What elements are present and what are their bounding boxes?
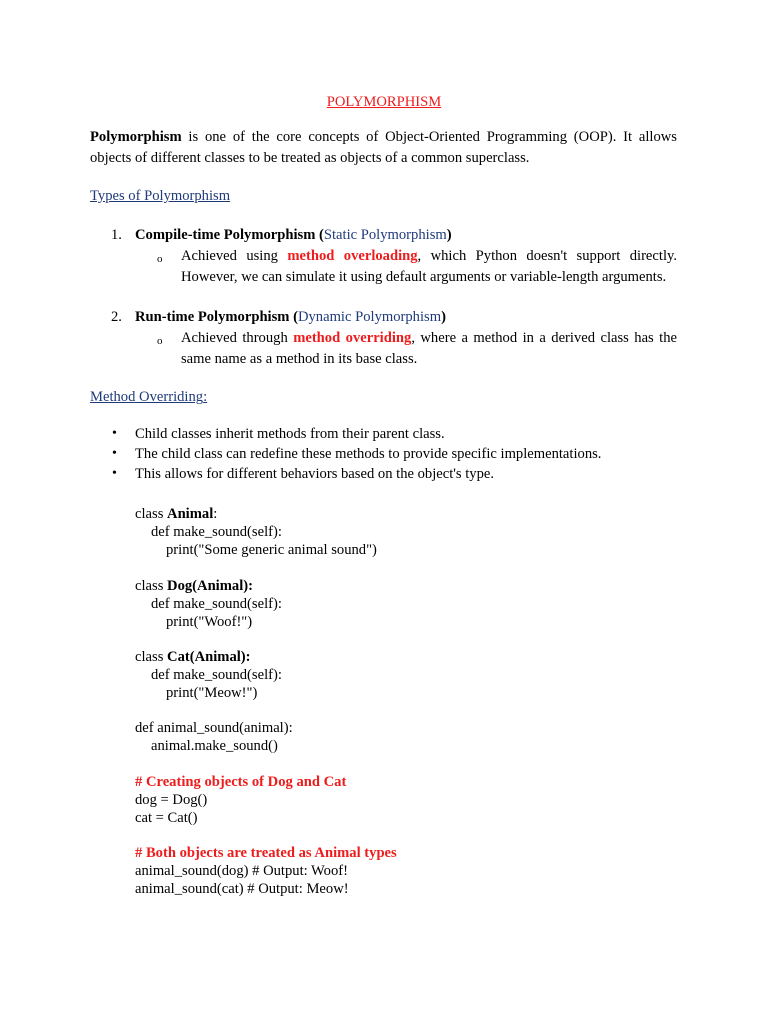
type-2-desc-key: method overriding [293, 330, 412, 346]
type-2-name: Run-time Polymorphism ( [135, 309, 298, 325]
bullet-2-text: The child class can redefine these methods to provide specific implementations. [135, 446, 602, 462]
code-animal-def: def make_sound(self): [151, 524, 282, 540]
code-comment-1: # Creating objects of Dog and Cat [135, 774, 347, 790]
page-title: POLYMORPHISM [326, 94, 442, 110]
types-heading: Types of Polymorphism [90, 188, 231, 204]
code-func-def: def animal_sound(animal): [135, 720, 293, 736]
bullet-3-marker: • [112, 466, 117, 481]
type-2-desc-before: Achieved through [181, 330, 294, 346]
code-animal-print: print("Some generic animal sound") [166, 542, 377, 558]
type-2-sub-bullet: o [157, 335, 163, 347]
code-dog-name: Dog(Animal): [167, 578, 253, 594]
type-2-description [181, 328, 677, 369]
code-call-dog: animal_sound(dog) # Output: Woof! [135, 863, 348, 879]
type-1-desc-key: method overloading [287, 248, 418, 264]
bullet-3-text: This allows for different behaviors based on the object's type. [135, 466, 495, 482]
code-class-dog [135, 577, 253, 595]
type-1-alt: Static Polymorphism [323, 227, 447, 243]
code-call-cat: animal_sound(cat) # Output: Meow! [135, 881, 349, 897]
code-dog-kw: class [135, 578, 168, 594]
code-cat-def: def make_sound(self): [151, 667, 282, 683]
bullet-1-marker: • [112, 426, 117, 441]
code-dog-def: def make_sound(self): [151, 596, 282, 612]
code-dog-print: print("Woof!") [166, 614, 253, 630]
overriding-heading [90, 389, 207, 406]
type-1-description [181, 246, 677, 287]
type-1-sub-bullet: o [157, 253, 163, 265]
type-1-desc-after: , which Python doesn't support directly. However, we can simulate it using default arguments or variable-length arguments. [181, 248, 677, 285]
type-2-title [135, 309, 446, 326]
type-2-close: ) [441, 309, 446, 325]
bullet-1-text: Child classes inherit methods from their parent class. [135, 426, 445, 442]
type-1-name: Compile-time Polymorphism ( [135, 227, 324, 243]
type-2-number: 2. [111, 309, 122, 325]
bullet-2-marker: • [112, 446, 117, 461]
code-class-animal [135, 505, 217, 523]
code-class-cat [135, 648, 251, 666]
code-dog-assign: dog = Dog() [135, 792, 208, 808]
code-animal-colon: : [213, 506, 218, 522]
overriding-heading-text: Method Overriding [90, 389, 204, 405]
code-cat-name: Cat(Animal): [167, 649, 251, 665]
intro-text: is one of the core concepts of Object-Oriented Programming (OOP). It allows objects of different classes to be treated as objects of a common superclass. [90, 129, 677, 166]
overriding-heading-colon: : [203, 389, 208, 405]
type-1-close: ) [446, 227, 452, 243]
intro-term: Polymorphism [90, 129, 182, 145]
code-cat-kw: class [135, 649, 168, 665]
code-cat-assign: cat = Cat() [135, 810, 198, 826]
code-comment-2: # Both objects are treated as Animal types [135, 845, 397, 861]
type-1-desc-before: Achieved using [181, 248, 288, 264]
type-1-title [135, 227, 452, 244]
code-cat-print: print("Meow!") [166, 685, 258, 701]
code-animal-name: Animal [167, 506, 214, 522]
type-2-alt: Dynamic Polymorphism [297, 309, 442, 325]
code-func-body: animal.make_sound() [151, 738, 278, 754]
code-animal-kw: class [135, 506, 168, 522]
type-1-number: 1. [111, 227, 122, 243]
type-2-desc-after: , where a method in a derived class has the same name as a method in its base class. [181, 330, 677, 367]
intro-paragraph [90, 127, 677, 169]
